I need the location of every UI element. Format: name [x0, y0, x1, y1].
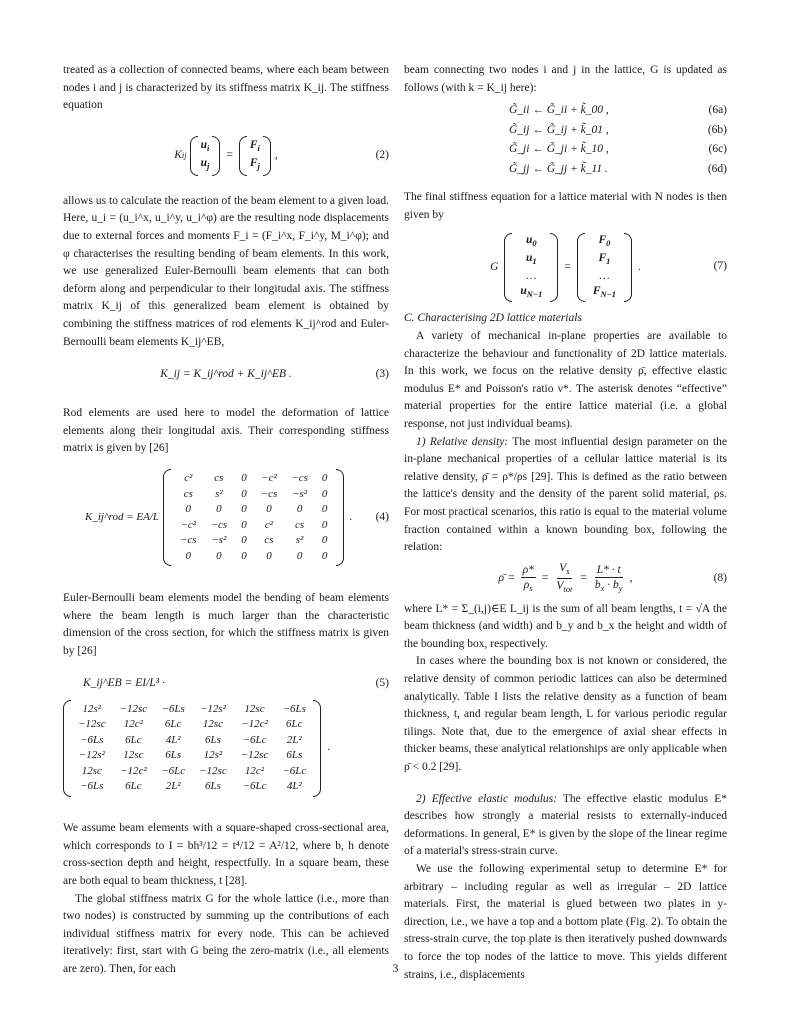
equation-6-row	[404, 121, 727, 141]
matrix-eb-cell: 12sc	[81, 764, 102, 777]
matrix-eb-cell: −6Lc	[161, 764, 186, 777]
right-paragraph-1: beam connecting two nodes i and j in the lattice, G is updated as follows (with k = K_ij here):	[404, 64, 727, 94]
matrix-rod-cell: −cs	[210, 518, 228, 531]
matrix-eb-cell: 2L²	[286, 733, 302, 746]
matrix-rod-cell: −cs	[180, 534, 197, 547]
equation-4-lhs: K_ij^rod = EA/L	[85, 511, 159, 524]
relative-density-text: The most influential design parameter on the in-plane mechanical properties of a cellular lattice material is its relative density, ρ̄ = ρ*/ρs [29]. This is defined as the ratio between the lattice's density and the density of the parent solid material, ρs. For most practical scenarios, this ratio is equal to the material volume fraction contained within a known bounding box, following the relation:	[404, 435, 728, 554]
matrix-rod-cell: cs	[294, 518, 305, 531]
matrix-rod-cell: 0	[321, 487, 328, 500]
equation-5-matrix-row: 12s² −12sc −6Ls −12s² 12sc −6Ls −12sc 12c² 6Lc 12sc −12c² 6Lc −6Ls 6Lc 4L² 6Ls −6Lc 2L² −12s² 12sc 6Ls 12s² −12sc 6Ls 12sc −12c² −6Lc −12sc 12c² −6Lc −6Ls 6Lc 2L² 6Ls −6Lc 4L² .	[63, 696, 389, 800]
relative-density-heading: 1) Relative density:	[416, 435, 509, 448]
equation-5-lhs-row	[63, 672, 389, 696]
matrix-rod-cell: 0	[321, 534, 328, 547]
matrix-rod-cell: cs	[214, 472, 224, 485]
left-paragraph-2: allows us to calculate the reaction of the beam element to a given load. Here, u_i = (u_i^x, u_i^y, u_i^φ) are the resulting node displacements due to external forces and moments F_i = (F_i^x, F_i^y, M_i^φ); and φ characterises the resulting bending of beam elements. In this work, we use generalized Euler-Bernoulli beam elements that can both deform along and perpendicular to their longitudal axis. The stiffness matrix K_ij of this generalized beam element is obtained by combining the stiffness matrices of rod elements K_ij^rod and Euler-Bernoulli beam elements K_ij^EB,	[63, 194, 389, 348]
matrix-eb-cell: −6Lc	[282, 764, 307, 777]
right-paragraph-6: In cases where the bounding box is not known or considered, the relative density of common periodic lattices can also be determined analytically. Table I lists the relative density as a function of beam thickness, t, and regular beam length, L for various periodic regular tilings. Note that, due to the emergence of axial shear effects in thicker beams, these analytical relationships are only applicable when ρ̄ < 0.2 [29].	[404, 655, 727, 774]
matrix-eb-cell: 12sc	[202, 718, 223, 731]
matrix-rod-cell: 0	[296, 503, 303, 516]
matrix-eb-row	[71, 779, 313, 795]
matrix-rod-cell: 0	[266, 549, 272, 562]
equation-6-number: (6b)	[707, 123, 727, 136]
matrix-eb-cell: 6Ls	[204, 780, 221, 793]
left-paragraph-6: The global stiffness matrix G for the whole lattice (i.e., more than two nodes) is constructed by summing up the contributions of each individual stiffness matrix for every node. This can be achieved iteratively: first, start with G being the zero-matrix (i.e., all elements are zero). Then, for each	[63, 892, 389, 976]
matrix-rod-cell: 0	[321, 472, 328, 485]
right-paragraph-8: We use the following experimental setup to determine E* for arbitrary – including regular as well as irregular – 2D lattice materials. First, the material is glued between two plates in y-direction, i.e., we have a top and a bottom plate (Fig. 2). To obtain the stress-strain curve, the top plate is then iteratively pushed downwards to force the top nodes of the lattice to move. This yields different strains, i.e., displacements	[404, 863, 727, 981]
matrix-eb-cell: 12s²	[82, 702, 102, 715]
equation-6-number: (6c)	[708, 143, 727, 156]
matrix-rod-cell: −c²	[261, 472, 277, 485]
matrix-rod-cell: 0	[241, 534, 247, 547]
page-number: 3	[392, 963, 399, 975]
matrix-eb-cell: 6Lc	[125, 780, 142, 793]
matrix-eb-cell: 6Lc	[125, 733, 142, 746]
equation-7-number: (7)	[713, 260, 727, 273]
matrix-rod-cell: 0	[241, 487, 247, 500]
matrix-rod-cell: c²	[184, 472, 193, 485]
equation-8-number: (8)	[713, 571, 727, 584]
equation-3-number: (3)	[375, 368, 389, 381]
matrix-rod-cell: 0	[241, 472, 247, 485]
right-paragraph-3: A variety of mechanical in-plane properties are available to characterize the behaviour and functionality of 2D lattice materials. In this work, we focus on the relative density ρ̄, effective elastic modulus E* and Poisson's ratio ν*. The asterisk denotes “effective” material properties for the entire lattice material (i.e. a global response, not just individual beams).	[404, 329, 727, 430]
stiffness-matrix-euler-bernoulli	[71, 702, 313, 795]
equation-6-expression: G̃_ii ← G̃_ii + k̃_00 ,	[509, 104, 609, 117]
equation-3	[63, 355, 389, 395]
equation-6-number: (6d)	[707, 162, 727, 175]
matrix-rod-cell: 0	[321, 549, 328, 562]
matrix-eb-cell: 4L²	[165, 733, 181, 746]
matrix-eb-cell: 12c²	[123, 718, 143, 731]
equation-6-row	[404, 160, 727, 180]
matrix-eb-cell: −12sc	[119, 702, 148, 715]
matrix-eb-cell: 12sc	[244, 702, 265, 715]
matrix-eb-row	[71, 764, 313, 780]
left-paragraph-3: Rod elements are used here to model the deformation of lattice elements along their longitudal axis. Their corresponding stiffness matrix is given by [26]	[63, 407, 389, 455]
matrix-eb-cell: 6Lc	[164, 718, 182, 731]
left-paragraph-4: Euler-Bernoulli beam elements model the bending of beam elements where the beam length is much larger than the characteristic dimension of the cross section, for which the stiffness matrix is given by [26]	[63, 591, 389, 657]
matrix-rod-cell: cs	[264, 534, 274, 547]
matrix-eb-cell: 12sc	[123, 749, 144, 762]
matrix-eb-cell: 6Ls	[286, 749, 303, 762]
left-column	[63, 62, 389, 979]
right-paragraph-2: The final stiffness equation for a lattice material with N nodes is then given by	[404, 191, 727, 221]
matrix-eb-cell: −6Lc	[242, 780, 267, 793]
equation-8: ρ̄ = $\frac{\rho*}{\rho_s}$ = $\frac{V_s}{V_{tot}}$ = $\frac{L* \cdot t}{b_x \cdot b_y}$ , (8)	[498, 562, 727, 595]
matrix-eb-row	[71, 733, 313, 749]
matrix-eb-cell: −6Ls	[80, 780, 104, 793]
matrix-rod-cell: 0	[296, 549, 303, 562]
matrix-eb-cell: −12s²	[199, 702, 226, 715]
matrix-eb-cell: 6Ls	[204, 733, 221, 746]
equation-6-expression: G̃_ji ← G̃_ji + k̃_10 ,	[509, 143, 609, 156]
matrix-eb-cell: 4L²	[286, 780, 302, 793]
matrix-eb-cell: −6Ls	[80, 733, 104, 746]
matrix-rod-cell: 0	[241, 503, 247, 516]
equation-4-number: (4)	[375, 511, 389, 524]
stiffness-matrix-rod	[173, 471, 334, 564]
matrix-rod-cell: 0	[241, 549, 247, 562]
matrix-eb-cell: −6Ls	[282, 702, 306, 715]
matrix-rod-cell: −cs	[260, 487, 278, 500]
equation-6-row	[404, 101, 727, 121]
matrix-rod-cell: cs	[183, 487, 193, 500]
matrix-eb-cell: 12s²	[203, 749, 223, 762]
equation-5-number: (5)	[375, 677, 389, 690]
matrix-eb-row	[71, 748, 313, 764]
matrix-rod-row	[173, 487, 334, 503]
matrix-eb-cell: −12sc	[78, 718, 106, 731]
matrix-rod-cell: s²	[215, 487, 223, 500]
matrix-rod-cell: 0	[321, 518, 328, 531]
matrix-rod-cell: −c²	[180, 518, 197, 531]
matrix-eb-cell: 12c²	[244, 764, 265, 777]
matrix-eb-cell: 2L²	[165, 780, 181, 793]
left-paragraph-1: treated as a collection of connected beams, where each beam between nodes i and j is characterized by its stiffness matrix K_ij. The stiffness equation	[63, 64, 389, 112]
matrix-eb-cell: −12c²	[241, 718, 268, 731]
matrix-rod-cell: 0	[185, 503, 192, 516]
right-paragraph-7	[404, 791, 727, 861]
matrix-eb-cell: −6Ls	[161, 702, 185, 715]
equation-2-number: (2)	[375, 148, 389, 161]
matrix-rod-row	[173, 518, 334, 534]
matrix-rod-row	[173, 533, 334, 549]
matrix-rod-cell: 0	[321, 503, 328, 516]
matrix-eb-cell: −12s²	[78, 749, 105, 762]
equation-2: K ij $u_i$ $u_j$ = $F_i$ $F_j$ , (2)	[63, 123, 389, 189]
matrix-eb-cell: −12c²	[120, 764, 147, 777]
elastic-modulus-heading: 2) Effective elastic modulus:	[416, 792, 557, 805]
equation-6-expression: G̃_ij ← G̃_ij + k̃_01 ,	[509, 123, 609, 136]
matrix-rod-row	[173, 502, 334, 518]
equation-4: K_ij^rod = EA/L c² cs 0 −c² −cs 0 cs s² 0 −cs −s² 0 0 0 0 0 0 0 −c² −cs 0 c² cs 0 −cs −s² 0 cs s² 0 0 0 0 0 0 0 . (4)	[63, 462, 389, 574]
matrix-rod-cell: s²	[295, 534, 304, 547]
matrix-rod-cell: 0	[241, 518, 247, 531]
right-paragraph-5: where L* = Σ_(i,j)∈E L_ij is the sum of all beam lengths, t = √A the beam thickness (and width) and b_y and b_x the height and width of the bounding box, respectively.	[404, 602, 727, 650]
section-heading-c: C. Characterising 2D lattice materials	[404, 312, 582, 325]
matrix-rod-cell: 0	[216, 503, 222, 516]
right-paragraph-4	[404, 434, 727, 557]
matrix-rod-row	[173, 471, 334, 487]
equation-6-expression: G̃_jj ← G̃_jj + k̃_11 .	[509, 162, 608, 175]
equation-3-body: K_ij = K_ij^rod + K_ij^EB .	[160, 368, 292, 381]
equation-6-row	[404, 140, 727, 160]
matrix-eb-cell: −12sc	[240, 749, 269, 762]
matrix-rod-cell: −cs	[291, 472, 308, 485]
matrix-rod-cell: 0	[185, 549, 192, 562]
matrix-rod-cell: 0	[266, 503, 272, 516]
matrix-eb-cell: 6Ls	[165, 749, 182, 762]
equation-6-number: (6a)	[708, 104, 727, 117]
matrix-eb-row	[71, 702, 313, 718]
matrix-rod-cell: −s²	[292, 487, 308, 500]
right-column	[404, 62, 727, 984]
elastic-modulus-text: The effective elastic modulus E* describes how strongly a material resists to externally-induced deformations. In general, E* is given by the slope of the linear regime of a material's stress-strain curve.	[404, 792, 727, 858]
matrix-rod-row	[173, 549, 334, 565]
equation-6	[404, 101, 727, 179]
matrix-rod-cell: c²	[264, 518, 274, 531]
equation-7: G $u_0$ $u_1$ … $u_{N-1}$ = $F_0$ $F_1$ … $F_{N-1}$ . (7)	[404, 228, 727, 306]
matrix-eb-cell: 6Lc	[286, 718, 303, 731]
left-paragraph-5: We assume beam elements with a square-shaped cross-sectional area, which corresponds to I = bh³/12 = t⁴/12 = A²/12, where b, h denote cross-section depth and height, respectfully. In a square beam, these are both equal to beam thickness, t [28].	[63, 822, 389, 888]
matrix-eb-cell: −12sc	[199, 764, 227, 777]
matrix-eb-row	[71, 717, 313, 733]
equation-5-lhs: K_ij^EB = EI/L³ ·	[83, 677, 165, 690]
matrix-rod-cell: −s²	[211, 534, 227, 547]
matrix-eb-cell: −6Lc	[242, 733, 267, 746]
matrix-rod-cell: 0	[216, 549, 222, 562]
